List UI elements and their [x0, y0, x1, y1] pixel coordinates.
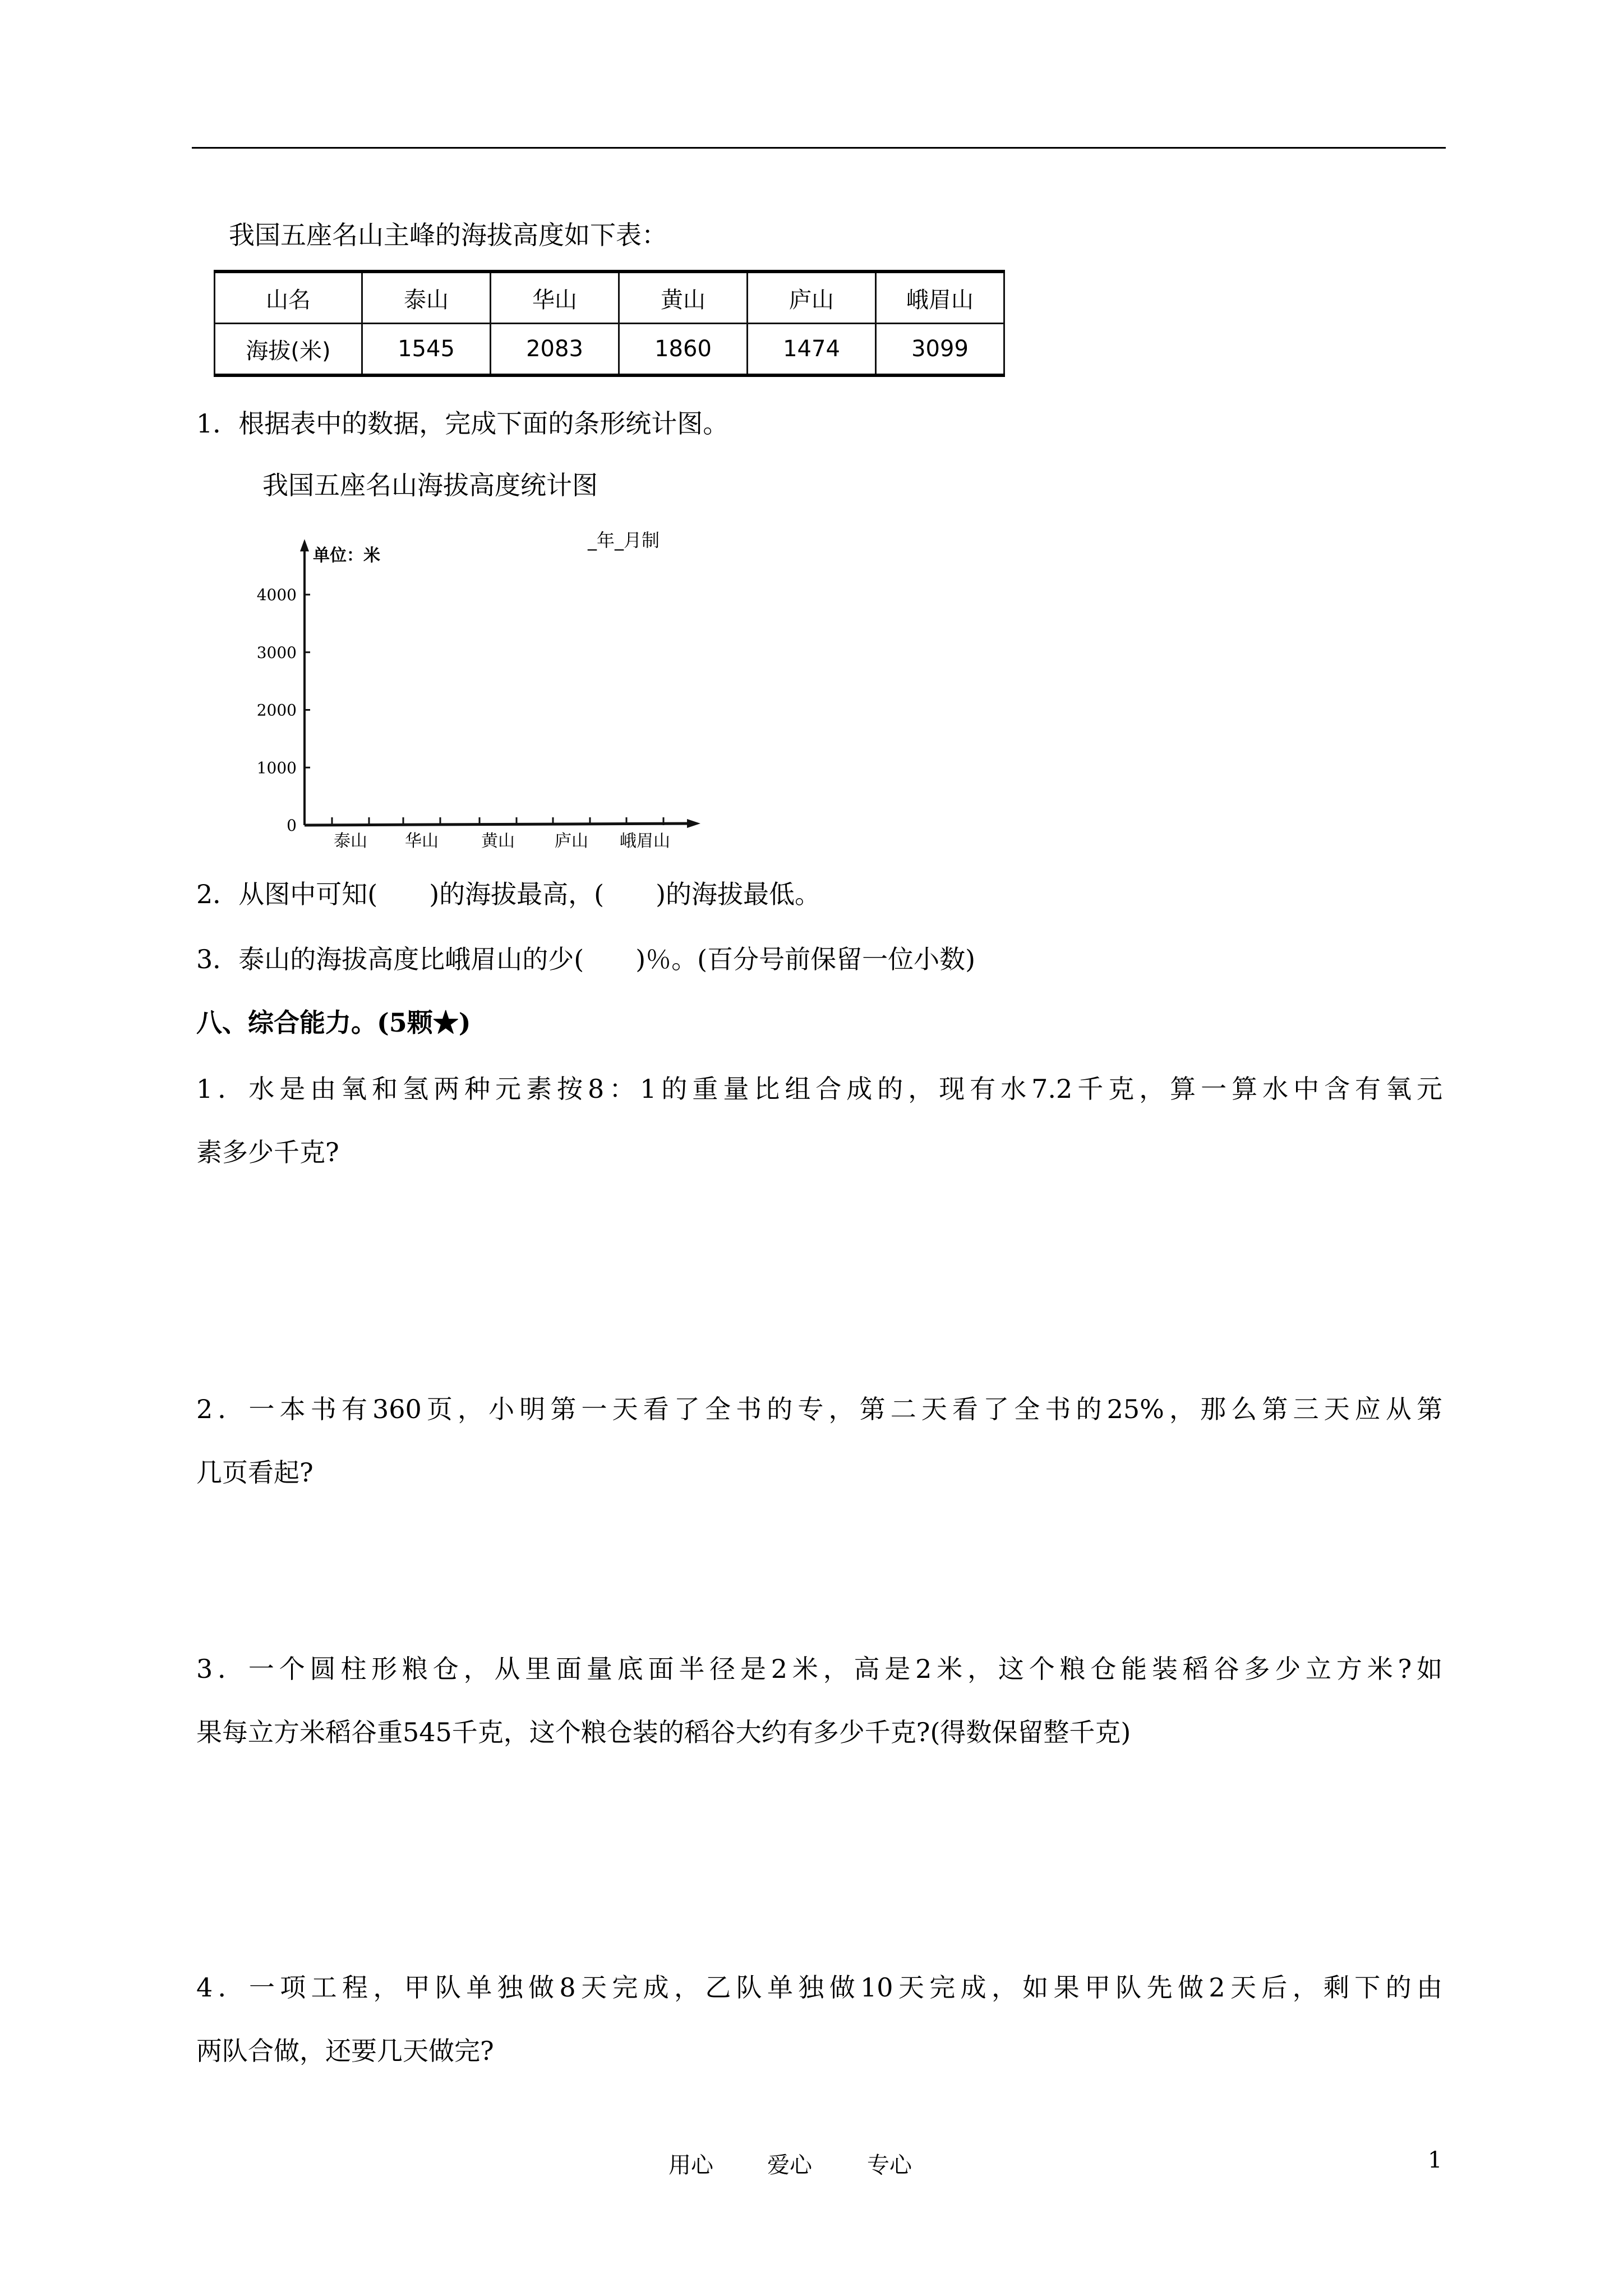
table-header-row [215, 272, 1004, 324]
x-axis-arrow [687, 819, 700, 828]
unit-label: 单位：米 [313, 546, 380, 565]
x-tick-label: 黄山 [481, 831, 515, 851]
mountain-table [214, 270, 1005, 377]
table-cell: 3099 [876, 324, 1004, 376]
problem-3-line-1: 3．一个圆柱形粮仓，从里面量底面半径是2米，高是2米，这个粮仓能装稻谷多少立方米?如 [196, 1654, 1442, 1684]
table-cell: 1474 [748, 324, 876, 376]
table-cell: 山名 [215, 272, 362, 324]
header-rule [192, 147, 1446, 149]
x-tick-label: 庐山 [555, 831, 588, 851]
x-tick-label: 峨眉山 [620, 831, 670, 851]
y-tick-label: 4000 [256, 586, 297, 604]
table-cell: 庐山 [748, 272, 876, 324]
footer-item: 专心 [867, 2152, 912, 2178]
table-cell: 华山 [491, 272, 619, 324]
problem-3-line-2: 果每立方米稻谷重545千克，这个粮仓装的稻谷大约有多少千克?(得数保留整千克) [196, 1717, 1131, 1747]
table-cell: 2083 [491, 324, 619, 376]
question-1: 1．根据表中的数据，完成下面的条形统计图。 [196, 408, 729, 439]
section-heading: 八、综合能力。(5颗★) [196, 1007, 471, 1038]
bar-chart [224, 522, 729, 864]
page-number: 1 [1428, 2147, 1442, 2173]
x-tick-label: 华山 [405, 831, 439, 851]
x-axis [305, 823, 695, 825]
chart-title: 我国五座名山海拔高度统计图 [262, 470, 598, 500]
y-tick-label: 0 [287, 816, 297, 835]
table-row [215, 324, 1004, 376]
y-tick-label: 3000 [256, 643, 297, 662]
problem-1-line-2: 素多少千克? [196, 1137, 339, 1167]
intro-text: 我国五座名山主峰的海拔高度如下表： [229, 220, 667, 250]
footer-item: 爱心 [767, 2152, 812, 2178]
problem-2-line-1: 2．一本书有360页，小明第一天看了全书的专，第二天看了全书的25%，那么第三天应从第 [196, 1394, 1442, 1424]
table-cell: 黄山 [619, 272, 748, 324]
x-tick-label: 泰山 [334, 831, 367, 851]
y-tick-label: 2000 [256, 701, 297, 720]
table-cell: 1860 [619, 324, 748, 376]
table-cell: 海拔(米) [215, 324, 362, 376]
date-label: _年_月制 [588, 530, 660, 551]
table-cell: 1545 [362, 324, 491, 376]
problem-1-line-1: 1．水是由氧和氢两种元素按8：1的重量比组合成的，现有水7.2千克，算一算水中含有氧元 [196, 1074, 1442, 1104]
problem-4-line-2: 两队合做，还要几天做完? [196, 2036, 494, 2066]
footer-item: 用心 [668, 2152, 713, 2178]
table-cell: 峨眉山 [876, 272, 1004, 324]
problem-4-line-1: 4．一项工程，甲队单独做8天完成，乙队单独做10天完成，如果甲队先做2天后，剩下的由 [196, 1972, 1442, 2003]
y-tick-label: 1000 [256, 758, 297, 777]
problem-2-line-2: 几页看起? [196, 1457, 313, 1488]
table-cell: 泰山 [362, 272, 491, 324]
question-3: 3．泰山的海拔高度比峨眉山的少( )％。(百分号前保留一位小数) [196, 944, 976, 974]
question-2: 2．从图中可知( )的海拔最高，( )的海拔最低。 [196, 879, 821, 909]
y-axis-arrow [300, 539, 309, 551]
